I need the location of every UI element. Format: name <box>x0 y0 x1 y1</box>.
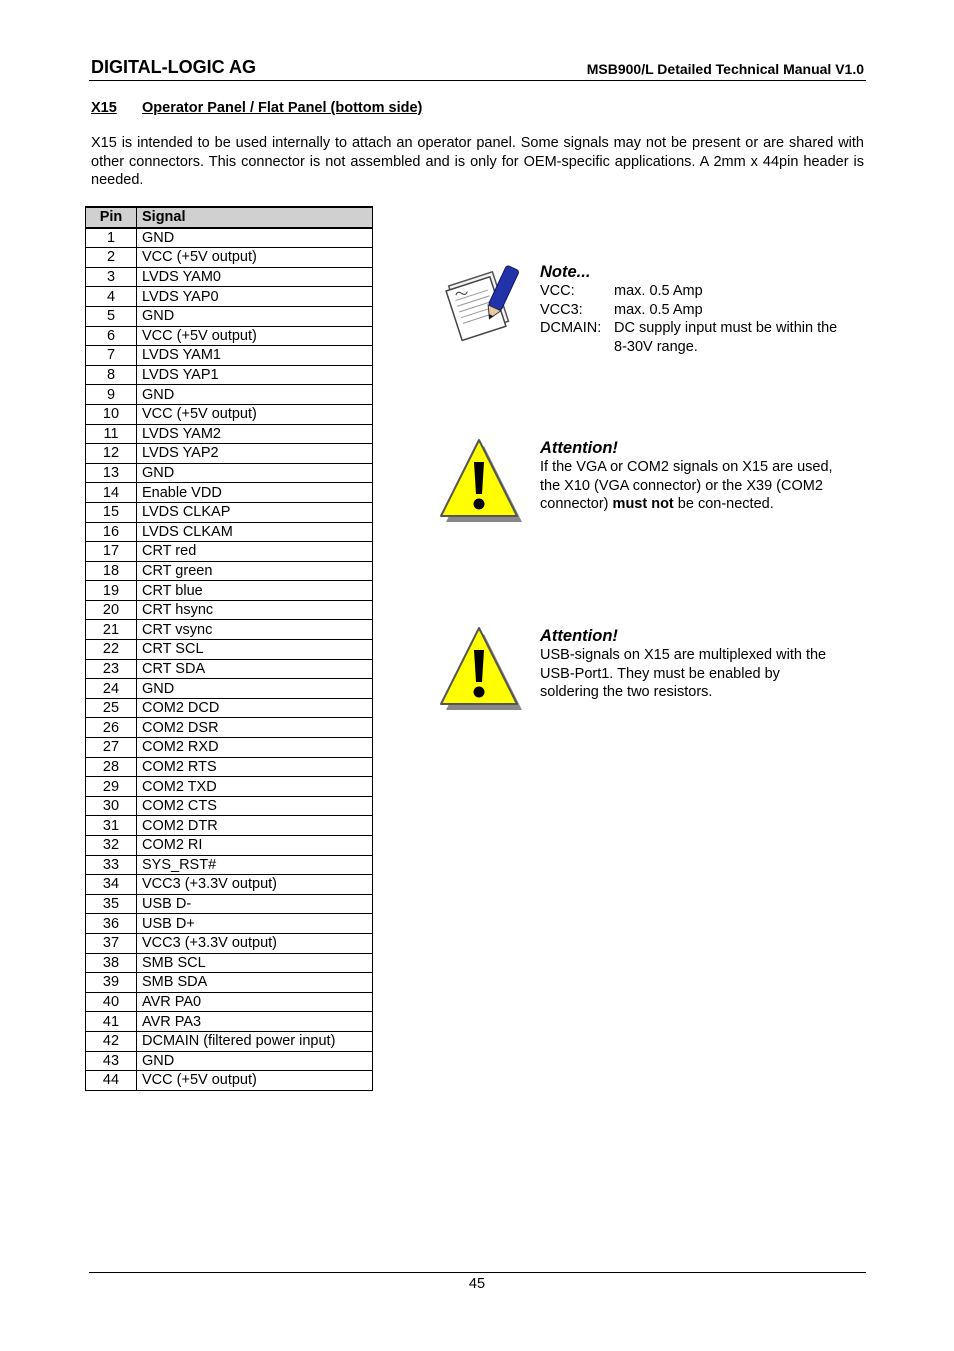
pin-signal: CRT vsync <box>137 620 373 640</box>
attention-usb-text <box>540 626 840 702</box>
pin-signal: CRT blue <box>137 581 373 601</box>
pin-signal: CRT hsync <box>137 600 373 620</box>
table-row <box>86 424 373 444</box>
pin-signal: COM2 DTR <box>137 816 373 836</box>
table-row <box>86 875 373 895</box>
table-row <box>86 483 373 503</box>
pin-number: 11 <box>86 424 137 444</box>
warning-icon <box>437 626 523 712</box>
pin-number: 28 <box>86 757 137 777</box>
table-row <box>86 836 373 856</box>
pin-signal: VCC (+5V output) <box>137 404 373 424</box>
section-number: X15 <box>91 100 117 116</box>
note-vcc-label: VCC: <box>540 283 575 299</box>
pin-signal: CRT SDA <box>137 659 373 679</box>
pin-number: 16 <box>86 522 137 542</box>
warning-icon <box>437 438 523 524</box>
attention-vga-text <box>540 438 840 514</box>
section-title <box>91 100 422 116</box>
attention-vga-body-end: be con-nected. <box>673 496 774 513</box>
pin-signal: LVDS YAM1 <box>137 346 373 366</box>
pin-signal: DCMAIN (filtered power input) <box>137 1031 373 1051</box>
pin-number: 14 <box>86 483 137 503</box>
pin-number: 36 <box>86 914 137 934</box>
table-row <box>86 522 373 542</box>
table-row <box>86 738 373 758</box>
pin-number: 5 <box>86 306 137 326</box>
pin-signal: VCC3 (+3.3V output) <box>137 933 373 953</box>
pin-table-body <box>86 228 373 1091</box>
table-row <box>86 640 373 660</box>
attention-vga-body-start: If the VGA or COM2 signals on X15 are used, the X10 (VGA connector) or the X39 (COM2 connector) <box>540 459 833 513</box>
pin-signal: COM2 DSR <box>137 718 373 738</box>
attention-vga-emphasis: must not <box>612 496 674 513</box>
pin-signal: LVDS YAP2 <box>137 444 373 464</box>
pin-number: 22 <box>86 640 137 660</box>
pin-number: 19 <box>86 581 137 601</box>
table-row <box>86 855 373 875</box>
pin-signal: AVR PA0 <box>137 992 373 1012</box>
table-row <box>86 463 373 483</box>
table-row <box>86 287 373 307</box>
pin-signal: VCC3 (+3.3V output) <box>137 875 373 895</box>
attention-vga-body <box>540 458 840 514</box>
attention-usb-heading: Attention! <box>540 627 618 645</box>
pin-signal: COM2 RI <box>137 836 373 856</box>
pin-signal: COM2 DCD <box>137 698 373 718</box>
pin-signal: CRT red <box>137 542 373 562</box>
pin-signal: LVDS CLKAM <box>137 522 373 542</box>
pin-number: 37 <box>86 933 137 953</box>
pin-number: 3 <box>86 267 137 287</box>
note-vcc-value: max. 0.5 Amp <box>614 283 703 299</box>
note-heading: Note... <box>540 263 591 281</box>
pin-number: 33 <box>86 855 137 875</box>
pin-number: 32 <box>86 836 137 856</box>
pin-number: 41 <box>86 1012 137 1032</box>
pin-signal: SMB SCL <box>137 953 373 973</box>
note-vcc3 <box>540 301 840 320</box>
pin-signal: SMB SDA <box>137 973 373 993</box>
pin-number: 20 <box>86 600 137 620</box>
pin-number: 9 <box>86 385 137 405</box>
table-row <box>86 404 373 424</box>
table-row <box>86 620 373 640</box>
table-row <box>86 267 373 287</box>
table-row <box>86 777 373 797</box>
note-book-icon <box>437 262 523 348</box>
pin-number: 27 <box>86 738 137 758</box>
table-row <box>86 444 373 464</box>
pin-number: 25 <box>86 698 137 718</box>
pin-number: 8 <box>86 365 137 385</box>
note-dcmain <box>540 319 840 356</box>
table-row <box>86 385 373 405</box>
table-row <box>86 248 373 268</box>
table-row <box>86 796 373 816</box>
pin-signal: LVDS YAM0 <box>137 267 373 287</box>
table-row <box>86 1031 373 1051</box>
note-vcc <box>540 282 840 301</box>
pin-number: 44 <box>86 1071 137 1091</box>
table-header-row <box>86 207 373 228</box>
table-row <box>86 306 373 326</box>
note-dcmain-label: DCMAIN: <box>540 320 602 337</box>
intro-paragraph: X15 is intended to be used internally to attach an operator panel. Some signals may not be present or are shared with other connectors. This connector is not assembled and is only for OEM-specific applications. A 2mm x 44pin header is needed. <box>91 135 864 189</box>
table-row <box>86 581 373 601</box>
footer-divider <box>89 1272 866 1273</box>
table-row <box>86 757 373 777</box>
table-row <box>86 228 373 248</box>
pin-signal: AVR PA3 <box>137 1012 373 1032</box>
header-divider <box>89 80 866 81</box>
pin-number: 34 <box>86 875 137 895</box>
table-row <box>86 679 373 699</box>
pin-number: 30 <box>86 796 137 816</box>
table-row <box>86 894 373 914</box>
attention-vga-heading: Attention! <box>540 439 618 457</box>
pin-number: 2 <box>86 248 137 268</box>
pin-signal: COM2 TXD <box>137 777 373 797</box>
pin-number: 4 <box>86 287 137 307</box>
pin-signal: CRT SCL <box>137 640 373 660</box>
pin-signal: GND <box>137 385 373 405</box>
pin-number: 18 <box>86 561 137 581</box>
note-dcmain-value: DC supply input must be within the 8-30V range. <box>614 320 838 356</box>
table-row <box>86 698 373 718</box>
pin-number: 1 <box>86 228 137 248</box>
section-name: Operator Panel / Flat Panel (bottom side) <box>142 100 423 116</box>
pin-signal: LVDS YAP0 <box>137 287 373 307</box>
pin-number: 6 <box>86 326 137 346</box>
manual-title: MSB900/L Detailed Technical Manual V1.0 <box>586 61 864 77</box>
pin-number: 15 <box>86 502 137 522</box>
column-header-signal: Signal <box>137 207 373 228</box>
pin-signal: COM2 CTS <box>137 796 373 816</box>
pin-signal: GND <box>137 463 373 483</box>
pin-signal: COM2 RXD <box>137 738 373 758</box>
company-name: DIGITAL-LOGIC AG <box>91 57 256 77</box>
pin-signal: GND <box>137 228 373 248</box>
note-box <box>437 262 867 372</box>
pin-table <box>85 206 373 1091</box>
table-row <box>86 346 373 366</box>
pin-signal: GND <box>137 679 373 699</box>
pin-number: 7 <box>86 346 137 366</box>
pin-number: 38 <box>86 953 137 973</box>
pin-signal: COM2 RTS <box>137 757 373 777</box>
pin-signal: GND <box>137 306 373 326</box>
pin-signal: VCC (+5V output) <box>137 248 373 268</box>
pin-number: 21 <box>86 620 137 640</box>
table-row <box>86 326 373 346</box>
table-row <box>86 914 373 934</box>
pin-signal: CRT green <box>137 561 373 581</box>
pin-number: 24 <box>86 679 137 699</box>
table-row <box>86 992 373 1012</box>
table-row <box>86 1051 373 1071</box>
pin-number: 12 <box>86 444 137 464</box>
pin-signal: USB D+ <box>137 914 373 934</box>
table-row <box>86 1071 373 1091</box>
table-row <box>86 933 373 953</box>
pin-number: 31 <box>86 816 137 836</box>
table-row <box>86 365 373 385</box>
table-row <box>86 561 373 581</box>
pin-number: 26 <box>86 718 137 738</box>
pin-number: 13 <box>86 463 137 483</box>
table-row <box>86 1012 373 1032</box>
pin-signal: SYS_RST# <box>137 855 373 875</box>
table-row <box>86 542 373 562</box>
pin-signal: LVDS YAP1 <box>137 365 373 385</box>
pin-number: 29 <box>86 777 137 797</box>
table-row <box>86 953 373 973</box>
pin-number: 43 <box>86 1051 137 1071</box>
pin-signal: GND <box>137 1051 373 1071</box>
table-row <box>86 502 373 522</box>
pin-number: 40 <box>86 992 137 1012</box>
pin-signal: LVDS CLKAP <box>137 502 373 522</box>
note-text <box>540 262 840 357</box>
pin-number: 39 <box>86 973 137 993</box>
table-row <box>86 973 373 993</box>
table-row <box>86 600 373 620</box>
attention-box-vga <box>437 438 867 538</box>
pin-number: 17 <box>86 542 137 562</box>
table-row <box>86 816 373 836</box>
table-row <box>86 718 373 738</box>
note-vcc3-label: VCC3: <box>540 301 583 318</box>
attention-usb-body: USB-signals on X15 are multiplexed with the USB-Port1. They must be enabled by soldering the two resistors. <box>540 647 827 701</box>
pin-signal: USB D- <box>137 894 373 914</box>
pin-number: 42 <box>86 1031 137 1051</box>
table-row <box>86 659 373 679</box>
note-vcc3-value: max. 0.5 Amp <box>614 301 703 318</box>
attention-box-usb <box>437 626 867 726</box>
pin-signal: LVDS YAM2 <box>137 424 373 444</box>
pin-number: 10 <box>86 404 137 424</box>
pin-number: 35 <box>86 894 137 914</box>
pin-signal: Enable VDD <box>137 483 373 503</box>
pin-signal: VCC (+5V output) <box>137 326 373 346</box>
column-header-pin: Pin <box>86 207 137 228</box>
pin-number: 23 <box>86 659 137 679</box>
pin-signal: VCC (+5V output) <box>137 1071 373 1091</box>
page-number: 45 <box>468 1276 486 1292</box>
